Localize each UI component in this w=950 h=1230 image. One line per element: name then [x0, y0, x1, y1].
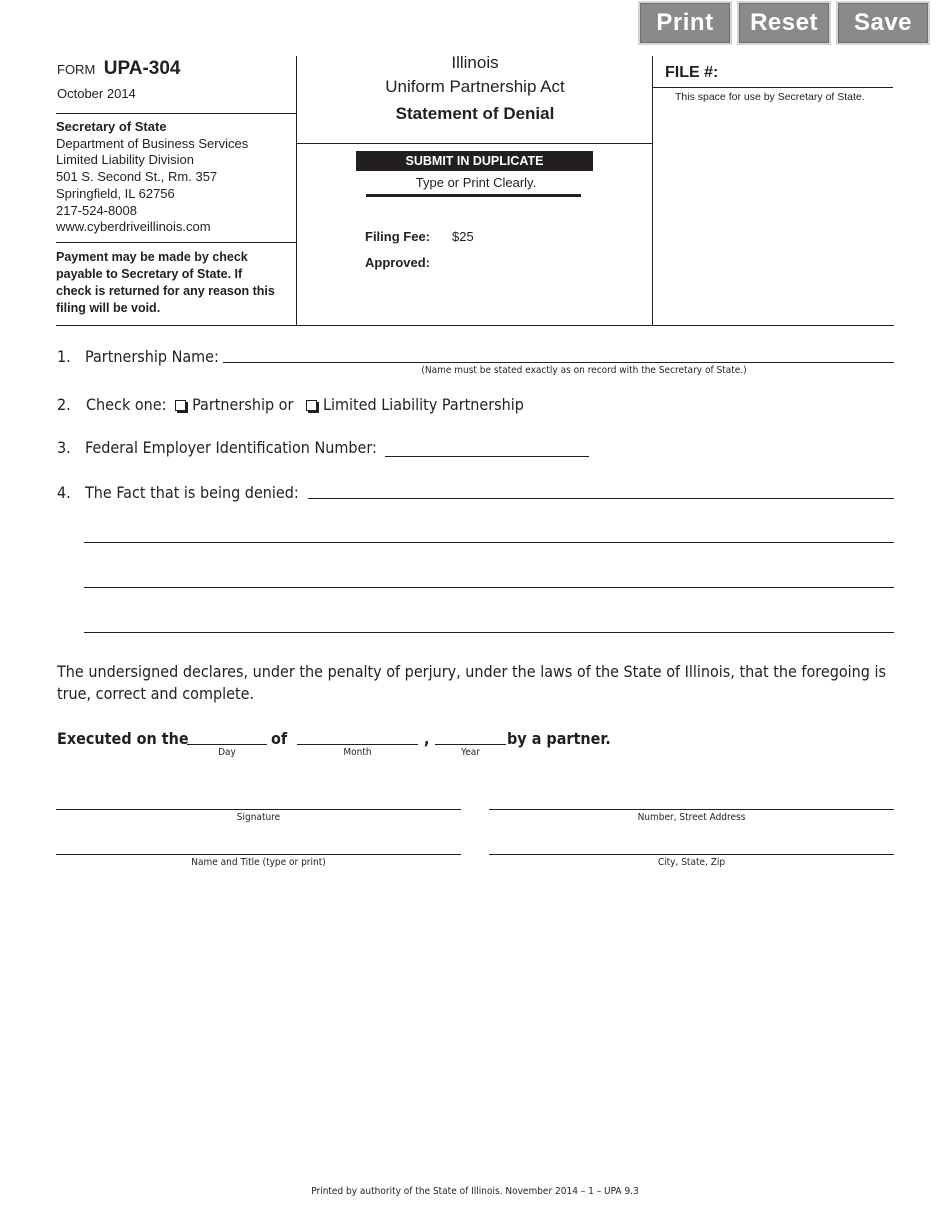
state-name: Illinois: [451, 53, 499, 72]
q4-number: 4.: [57, 483, 71, 502]
year-field[interactable]: [435, 744, 506, 745]
divider: [653, 87, 893, 88]
name-title-label: Name and Title (type or print): [191, 857, 326, 868]
q2-row: [86, 395, 524, 414]
file-number-label: FILE #:: [665, 64, 719, 81]
fein-field[interactable]: [385, 456, 589, 457]
llp-checkbox[interactable]: [306, 400, 317, 411]
page-title: Statement of Denial: [395, 104, 555, 123]
office-name: Secretary of State: [56, 119, 167, 134]
divider: [366, 194, 581, 197]
comma: ,: [424, 729, 430, 748]
fact-denied-line-3[interactable]: [84, 587, 894, 588]
q4-label: The Fact that is being denied:: [85, 483, 299, 502]
month-field[interactable]: [297, 744, 418, 745]
divider: [56, 242, 297, 243]
partnership-name-field[interactable]: [223, 362, 894, 363]
filing-fee-label: Filing Fee:: [365, 229, 430, 244]
office-phone: 217-524-8008: [56, 202, 137, 218]
footer-text: Printed by authority of the State of Illinois. November 2014 – 1 – UPA 9.3: [311, 1186, 639, 1197]
q1-note: (Name must be stated exactly as on record with the Secretary of State.): [421, 365, 747, 376]
office-dept: Department of Business Services: [56, 135, 249, 151]
name-title-field[interactable]: [56, 854, 461, 855]
q2-option-llp: Limited Liability Partnership: [322, 395, 524, 414]
type-print-note: Type or Print Clearly.: [415, 175, 537, 190]
month-label: Month: [343, 747, 372, 758]
of-label: of: [271, 729, 288, 748]
reset-button[interactable]: Reset: [737, 1, 831, 45]
approved-label: Approved:: [365, 255, 430, 270]
year-label: Year: [461, 747, 480, 758]
day-field[interactable]: [187, 744, 267, 745]
city-state-zip-label: City, State, Zip: [657, 857, 726, 868]
office-address: [56, 119, 248, 236]
by-partner-label: by a partner.: [507, 729, 611, 748]
header-bottom-rule: [56, 325, 894, 326]
partnership-checkbox[interactable]: [175, 400, 186, 411]
signature-field[interactable]: [56, 809, 461, 810]
q3-number: 3.: [57, 438, 71, 457]
q2-option-partnership: Partnership or: [192, 395, 294, 414]
day-label: Day: [218, 747, 236, 758]
payment-note: Payment may be made by check payable to Secretary of State. If check is returned for any reason this filing will be void.: [56, 250, 275, 315]
file-note: This space for use by Secretary of State.: [675, 91, 865, 103]
declaration: The undersigned declares, under the penalty of perjury, under the laws of the State of Illinois, that the foregoing is true, correct and complete.: [57, 662, 886, 703]
q2-label: Check one:: [86, 395, 167, 414]
signature-label: Signature: [236, 812, 281, 823]
form-id: [57, 58, 180, 80]
executed-on-label: Executed on the: [57, 729, 189, 748]
fact-denied-line-1[interactable]: [308, 498, 894, 499]
q2-number: 2.: [57, 395, 71, 414]
fact-denied-line-4[interactable]: [84, 632, 894, 633]
fact-denied-line-2[interactable]: [84, 542, 894, 543]
q3-label: Federal Employer Identification Number:: [85, 438, 377, 457]
save-button[interactable]: Save: [836, 1, 930, 45]
act-name: Uniform Partnership Act: [385, 77, 565, 96]
print-button[interactable]: Print: [638, 1, 732, 45]
divider: [297, 143, 653, 144]
form-prefix: FORM: [57, 62, 96, 77]
street-address-label: Number, Street Address: [637, 812, 746, 823]
submit-banner: SUBMIT IN DUPLICATE: [356, 151, 593, 171]
form-date: October 2014: [57, 86, 136, 101]
street-address-field[interactable]: [489, 809, 894, 810]
divider: [56, 113, 297, 114]
filing-fee-value: $25: [452, 229, 474, 244]
office-web: www.cyberdriveillinois.com: [56, 219, 211, 235]
q1-number: 1.: [57, 347, 71, 366]
office-city: Springfield, IL 62756: [56, 185, 175, 201]
office-street: 501 S. Second St., Rm. 357: [56, 169, 218, 185]
form-number: UPA-304: [103, 58, 181, 79]
q1-label: Partnership Name:: [85, 347, 219, 366]
city-state-zip-field[interactable]: [489, 854, 894, 855]
office-division: Limited Liability Division: [56, 152, 194, 168]
